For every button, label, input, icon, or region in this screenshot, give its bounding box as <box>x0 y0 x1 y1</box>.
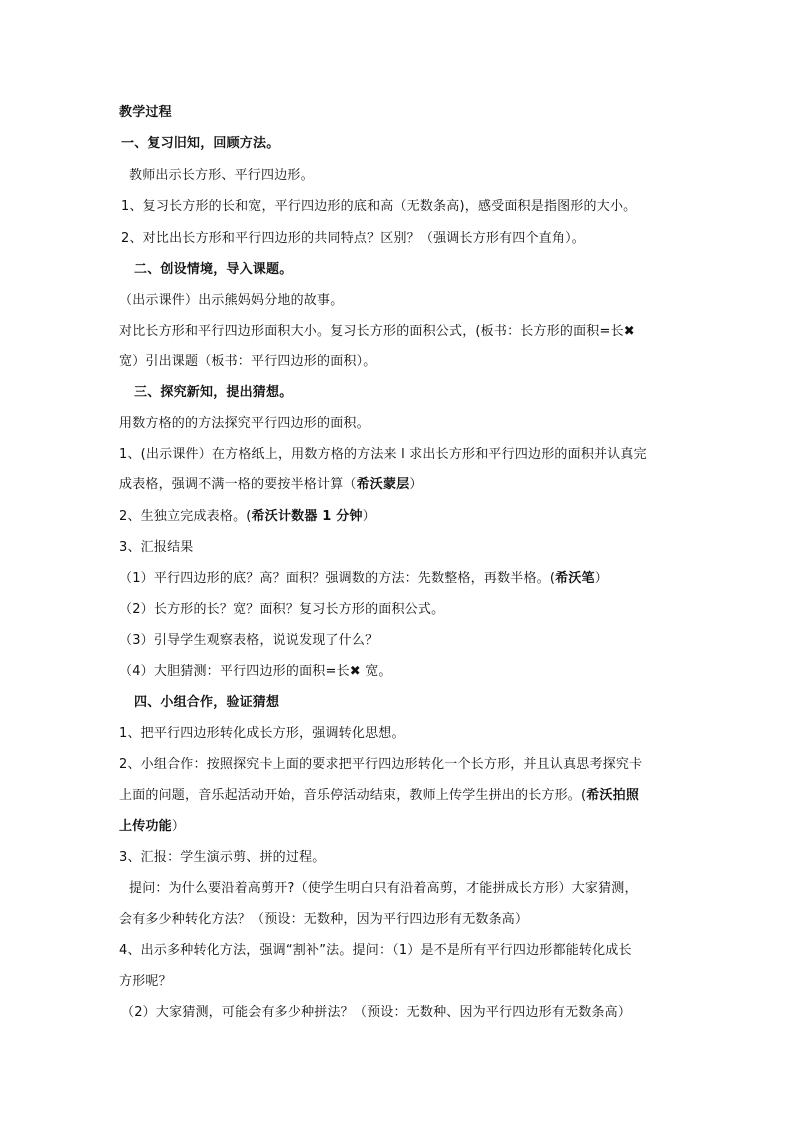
tool-note: 希沃计数器 1 分钟 <box>251 509 363 524</box>
text: ） <box>171 819 186 834</box>
paragraph: 宽）引出课题（板书：平行四边形的面积）。 <box>119 354 377 369</box>
paragraph: 教师出示长方形、平行四边形。 <box>129 168 314 183</box>
paragraph: 提问：为什么要沿着高剪开?（使学生明白只有沿着高剪，才能拼成长方形）大家猜测， <box>129 881 638 896</box>
paragraph: （4）大胆猜测：平行四边形的面积=长✖ 宽。 <box>119 664 392 679</box>
tool-note: 上传功能 <box>119 819 172 834</box>
paragraph: 1、把平行四边形转化成长方形，强调转化思想。 <box>119 726 405 741</box>
text: ） <box>362 509 376 524</box>
section-3-heading: 三、探究新知，提出猜想。 <box>134 385 293 400</box>
tool-note: 希沃拍照 <box>586 788 640 803</box>
paragraph: 3、汇报结果 <box>119 540 194 555</box>
paragraph: 1、(出示课件）在方格纸上，用数方格的方法来 l 求出长方形和平行四边形的面积并认真完 <box>119 447 647 462</box>
paragraph: 方形呢？ <box>119 974 172 989</box>
text: ） <box>594 571 608 586</box>
paragraph: （2）长方形的长？宽？面积？复习长方形的面积公式。 <box>119 602 445 617</box>
paragraph <box>119 571 689 587</box>
section-1-heading: 一、复习旧知，回顾方法。 <box>121 136 280 151</box>
paragraph: 2、小组合作：按照探究卡上面的要求把平行四边形转化一个长方形，并且认真思考探究卡 <box>119 757 643 772</box>
tool-note: 希沃蒙层 <box>356 477 410 492</box>
paragraph: 1、复习长方形的长和宽，平行四边形的底和高（无数条高)，感受面积是指图形的大小。 <box>121 199 637 214</box>
section-2-heading: 二、创设情境，导入课题。 <box>134 262 293 277</box>
text: （1）平行四边形的底？高？面积？强调数的方法：先数整格，再数半格。( <box>119 571 556 586</box>
text: 2、生独立完成表格。( <box>119 509 252 524</box>
paragraph: 3、汇报：学生演示剪、拼的过程。 <box>119 850 326 865</box>
paragraph <box>119 788 689 804</box>
paragraph: 会有多少种转化方法？（预设：无数种，因为平行四边形有无数条高） <box>119 912 529 927</box>
text: 上面的问题，音乐起活动开始，音乐停活动结束，教师上传学生拼出的长方形。( <box>119 788 587 803</box>
paragraph: 2、对比出长方形和平行四边形的共同特点？区别？（强调长方形有四个直角）。 <box>121 231 585 246</box>
paragraph <box>119 819 689 835</box>
paragraph: 4、出示多种转化方法，强调“割补”法。提问：（1）是不是所有平行四边形都能转化成长 <box>119 943 632 958</box>
paragraph <box>119 477 689 493</box>
text: ） <box>409 477 423 492</box>
paragraph: （出示课件）出示熊妈妈分地的故事。 <box>119 293 344 308</box>
paragraph: 对比长方形和平行四边形面积大小。复习长方形的面积公式，(板书：长方形的面积=长✖ <box>119 324 635 339</box>
text: 成表格，强调不满一格的要按半格计算（ <box>119 477 357 492</box>
paragraph: （3）引导学生观察表格，说说发现了什么？ <box>119 633 379 648</box>
section-4-heading: 四、小组合作，验证猜想 <box>134 695 280 710</box>
paragraph: 用数方格的的方法探究平行四边形的面积。 <box>119 416 370 431</box>
tool-note: 希沃笔 <box>555 571 595 586</box>
doc-title: 教学过程 <box>119 105 172 120</box>
paragraph <box>119 509 689 525</box>
paragraph: （2）大家猜测，可能会有多少种拼法？（预设：无数种、因为平行四边形有无数条高） <box>121 1005 632 1020</box>
